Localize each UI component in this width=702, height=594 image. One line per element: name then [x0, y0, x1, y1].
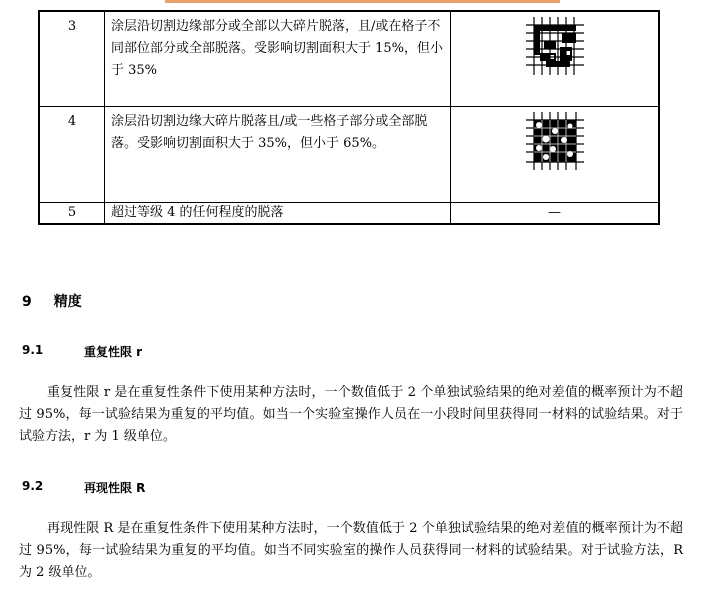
description-cell: 涂层沿切割边缘部分或全部以大碎片脱落，且/或在格子不同部位部分或全部脱落。受影响切割面积大于 15%，但小于 35% — [105, 11, 451, 107]
subsection-number: 9.1 — [22, 343, 44, 357]
description-cell: 超过等级 4 的任何程度的脱落 — [105, 203, 451, 225]
crosscut-pattern-grade-4 — [522, 108, 588, 174]
subsection-heading — [22, 343, 143, 359]
subsection-title: 再现性限 R — [84, 481, 146, 495]
grade-cell: 3 — [39, 11, 105, 107]
section-number: 9 — [22, 294, 32, 310]
subsection-heading — [22, 479, 146, 495]
top-accent-line — [165, 0, 560, 3]
classification-table — [38, 10, 660, 225]
pattern-cell — [451, 11, 660, 107]
crosscut-pattern-grade-3 — [522, 13, 588, 79]
subsection-title: 重复性限 r — [84, 345, 143, 359]
section-heading — [22, 291, 82, 311]
paragraph: 重复性限 r 是在重复性条件下使用某种方法时，一个数值低于 2 个单独试验结果的绝对差值的概率预计为不超过 95%，每一试验结果为重复的平均值。如当一个实验室操作人员在一小段时间里获得同一材料的试验结果。对于试验方法，r 为 1 级单位。 — [19, 385, 683, 444]
dash-cell: — — [451, 203, 660, 225]
section-title: 精度 — [53, 294, 82, 310]
grade-cell: 4 — [39, 107, 105, 203]
pattern-cell — [451, 107, 660, 203]
description-cell: 涂层沿切割边缘大碎片脱落且/或一些格子部分或全部脱落。受影响切割面积大于 35%，但小于 65%。 — [105, 107, 451, 203]
table-row — [39, 11, 659, 107]
grade-cell: 5 — [39, 203, 105, 225]
subsection-number: 9.2 — [22, 479, 44, 493]
paragraph: 再现性限 R 是在重复性条件下使用某种方法时，一个数值低于 2 个单独试验结果的绝对差值的概率预计为不超过 95%，每一试验结果为重复的平均值。如当不同实验室的操作人员获得同一材料的试验结果。对于试验方法，R 为 2 级单位。 — [19, 521, 683, 580]
table-row — [39, 107, 659, 203]
table-row — [39, 203, 659, 225]
